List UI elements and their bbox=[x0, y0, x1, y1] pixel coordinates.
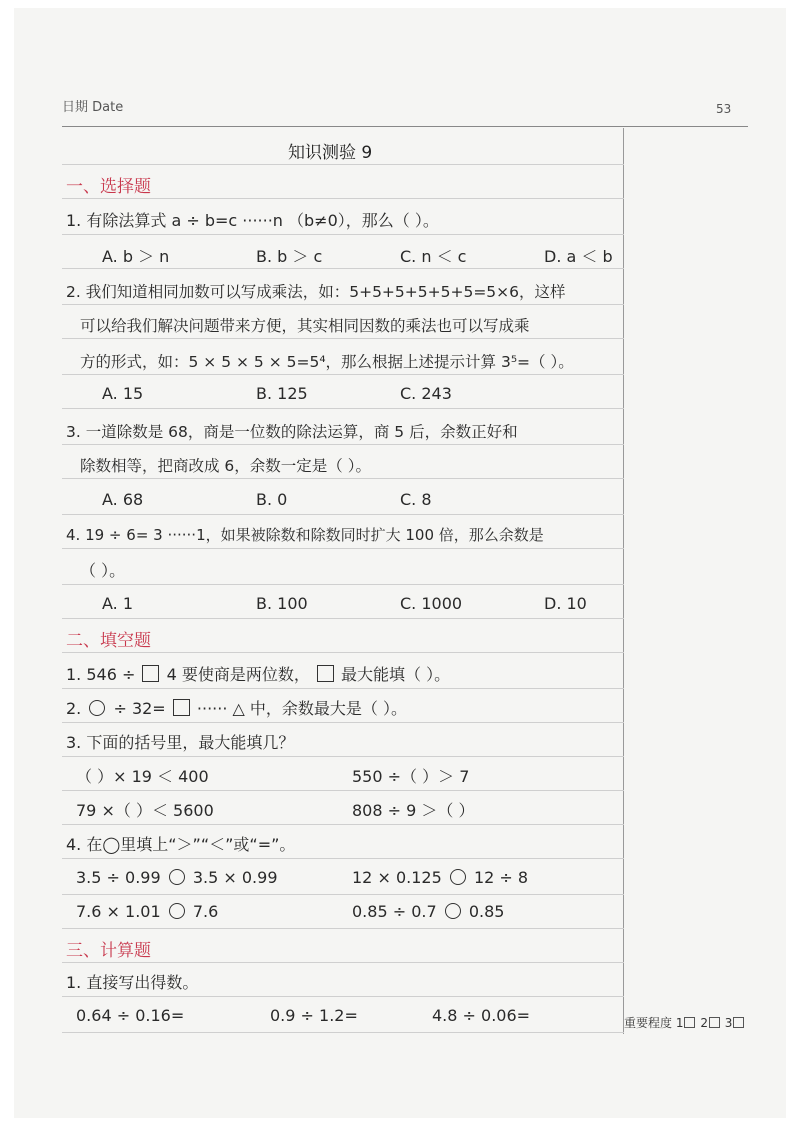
q3-option-b: B. 0 bbox=[256, 490, 288, 509]
page-title: 知识测验 9 bbox=[288, 143, 373, 163]
importance-level: 2 bbox=[700, 1016, 708, 1030]
ruled-line bbox=[62, 584, 624, 585]
fill-question-4: 4. 在◯里填上“＞”“＜”或“=”。 bbox=[66, 835, 296, 854]
expression: 3.5 × 0.99 bbox=[192, 868, 278, 887]
checkbox-icon[interactable] bbox=[684, 1017, 695, 1028]
calc-question-1: 1. 直接写出得数。 bbox=[66, 973, 199, 992]
ruled-line bbox=[62, 408, 624, 409]
fill-1-text-b: 4 要使商是两位数， bbox=[166, 665, 310, 684]
q3-option-c: C. 8 bbox=[400, 490, 432, 509]
q1-option-d: D. a ＜ b bbox=[544, 247, 613, 266]
fill-1-text-a: 1. 546 ÷ bbox=[66, 665, 136, 684]
ruled-line bbox=[62, 618, 624, 619]
ruled-line bbox=[62, 548, 624, 549]
fill-question-1 bbox=[66, 662, 450, 685]
fill-4-row-2-left bbox=[76, 902, 218, 921]
q1-option-b: B. b ＞ c bbox=[256, 247, 323, 266]
fill-2-text-a: 2. bbox=[66, 699, 82, 718]
header-rule bbox=[62, 126, 748, 127]
importance-rating bbox=[624, 1014, 745, 1031]
question-2-line-3: 方的形式，如：5 × 5 × 5 × 5=5⁴，那么根据上述提示计算 3⁵=（ ）。 bbox=[80, 353, 574, 371]
ruled-line bbox=[62, 962, 624, 963]
ruled-line bbox=[62, 338, 624, 339]
q4-option-b: B. 100 bbox=[256, 594, 308, 613]
fill-4-row-1-left bbox=[76, 868, 278, 887]
fill-question-2 bbox=[66, 696, 407, 719]
blank-circle-icon bbox=[89, 700, 105, 716]
q2-option-a: A. 15 bbox=[102, 384, 144, 403]
checkbox-icon[interactable] bbox=[709, 1017, 720, 1028]
expression: 3.5 ÷ 0.99 bbox=[76, 868, 161, 887]
compare-circle-icon bbox=[169, 903, 185, 919]
ruled-line bbox=[62, 1032, 624, 1033]
calc-item: 4.8 ÷ 0.06= bbox=[432, 1006, 531, 1025]
calc-item: 0.64 ÷ 0.16= bbox=[76, 1006, 185, 1025]
q4-option-d: D. 10 bbox=[544, 594, 587, 613]
question-1-stem: 1. 有除法算式 a ÷ b=c ······n （b≠0），那么（ ）。 bbox=[66, 211, 439, 230]
fill-2-text-c: ······ △ 中，余数最大是（ ）。 bbox=[196, 699, 407, 718]
ruled-line bbox=[62, 928, 624, 929]
section-heading-calc: 三、计算题 bbox=[66, 941, 151, 961]
ruled-line bbox=[62, 824, 624, 825]
fill-1-text-c: 最大能填（ ）。 bbox=[341, 665, 451, 684]
ruled-line bbox=[62, 688, 624, 689]
compare-circle-icon bbox=[169, 869, 185, 885]
q3-option-a: A. 68 bbox=[102, 490, 144, 509]
fill-4-row-2-right bbox=[352, 902, 504, 921]
ruled-line bbox=[62, 444, 624, 445]
date-label: 日期 Date bbox=[62, 100, 124, 115]
ruled-line bbox=[62, 756, 624, 757]
expression: 0.85 ÷ 0.7 bbox=[352, 902, 437, 921]
importance-level: 3 bbox=[724, 1016, 733, 1030]
question-3-line-2: 除数相等，把商改成 6，余数一定是（ ）。 bbox=[80, 457, 371, 475]
importance-level: 1 bbox=[675, 1016, 684, 1030]
ruled-line bbox=[62, 790, 624, 791]
fill-3-row-2-right: 808 ÷ 9 ＞（ ） bbox=[352, 801, 475, 820]
fill-question-3: 3. 下面的括号里，最大能填几？ bbox=[66, 733, 295, 752]
section-heading-fill: 二、填空题 bbox=[66, 631, 151, 651]
ruled-line bbox=[62, 268, 624, 269]
question-2-line-1: 2. 我们知道相同加数可以写成乘法，如：5+5+5+5+5+5=5×6，这样 bbox=[66, 283, 566, 301]
ruled-line bbox=[62, 894, 624, 895]
ruled-line bbox=[62, 996, 624, 997]
q2-option-b: B. 125 bbox=[256, 384, 308, 403]
margin-line bbox=[623, 128, 624, 1034]
q2-option-c: C. 243 bbox=[400, 384, 452, 403]
expression: 7.6 bbox=[192, 902, 219, 921]
q4-option-a: A. 1 bbox=[102, 594, 134, 613]
expression: 0.85 bbox=[468, 902, 505, 921]
question-4-line-2: （ ）。 bbox=[80, 561, 126, 580]
question-4-line-1: 4. 19 ÷ 6= 3 ······1，如果被除数和除数同时扩大 100 倍，那么余数是 bbox=[66, 526, 544, 544]
compare-circle-icon bbox=[445, 903, 461, 919]
fill-3-row-2-left: 79 ×（ ）＜ 5600 bbox=[76, 801, 214, 820]
fill-4-row-1-right bbox=[352, 868, 528, 887]
ruled-line bbox=[62, 234, 624, 235]
expression: 12 × 0.125 bbox=[352, 868, 442, 887]
ruled-line bbox=[62, 374, 624, 375]
ruled-line bbox=[62, 304, 624, 305]
question-2-line-2: 可以给我们解决问题带来方便，其实相同因数的乘法也可以写成乘 bbox=[80, 317, 530, 335]
blank-square-icon bbox=[142, 665, 159, 682]
compare-circle-icon bbox=[450, 869, 466, 885]
blank-square-icon bbox=[317, 665, 334, 682]
ruled-line bbox=[62, 164, 624, 165]
ruled-line bbox=[62, 858, 624, 859]
question-3-line-1: 3. 一道除数是 68，商是一位数的除法运算，商 5 后，余数正好和 bbox=[66, 423, 518, 441]
q1-option-c: C. n ＜ c bbox=[400, 247, 467, 266]
fill-2-text-b: ÷ 32= bbox=[113, 699, 166, 718]
section-heading-choice: 一、选择题 bbox=[66, 177, 151, 197]
ruled-line bbox=[62, 198, 624, 199]
ruled-line bbox=[62, 478, 624, 479]
page-number: 53 bbox=[716, 102, 732, 116]
q1-option-a: A. b ＞ n bbox=[102, 247, 170, 266]
expression: 12 ÷ 8 bbox=[473, 868, 529, 887]
ruled-line bbox=[62, 652, 624, 653]
checkbox-icon[interactable] bbox=[733, 1017, 744, 1028]
fill-3-row-1-right: 550 ÷（ ）＞ 7 bbox=[352, 767, 470, 786]
fill-3-row-1-left: （ ）× 19 ＜ 400 bbox=[76, 767, 209, 786]
blank-square-icon bbox=[173, 699, 190, 716]
calc-item: 0.9 ÷ 1.2= bbox=[270, 1006, 358, 1025]
importance-label: 重要程度 bbox=[624, 1016, 673, 1030]
ruled-line bbox=[62, 514, 624, 515]
expression: 7.6 × 1.01 bbox=[76, 902, 161, 921]
ruled-line bbox=[62, 722, 624, 723]
q4-option-c: C. 1000 bbox=[400, 594, 463, 613]
